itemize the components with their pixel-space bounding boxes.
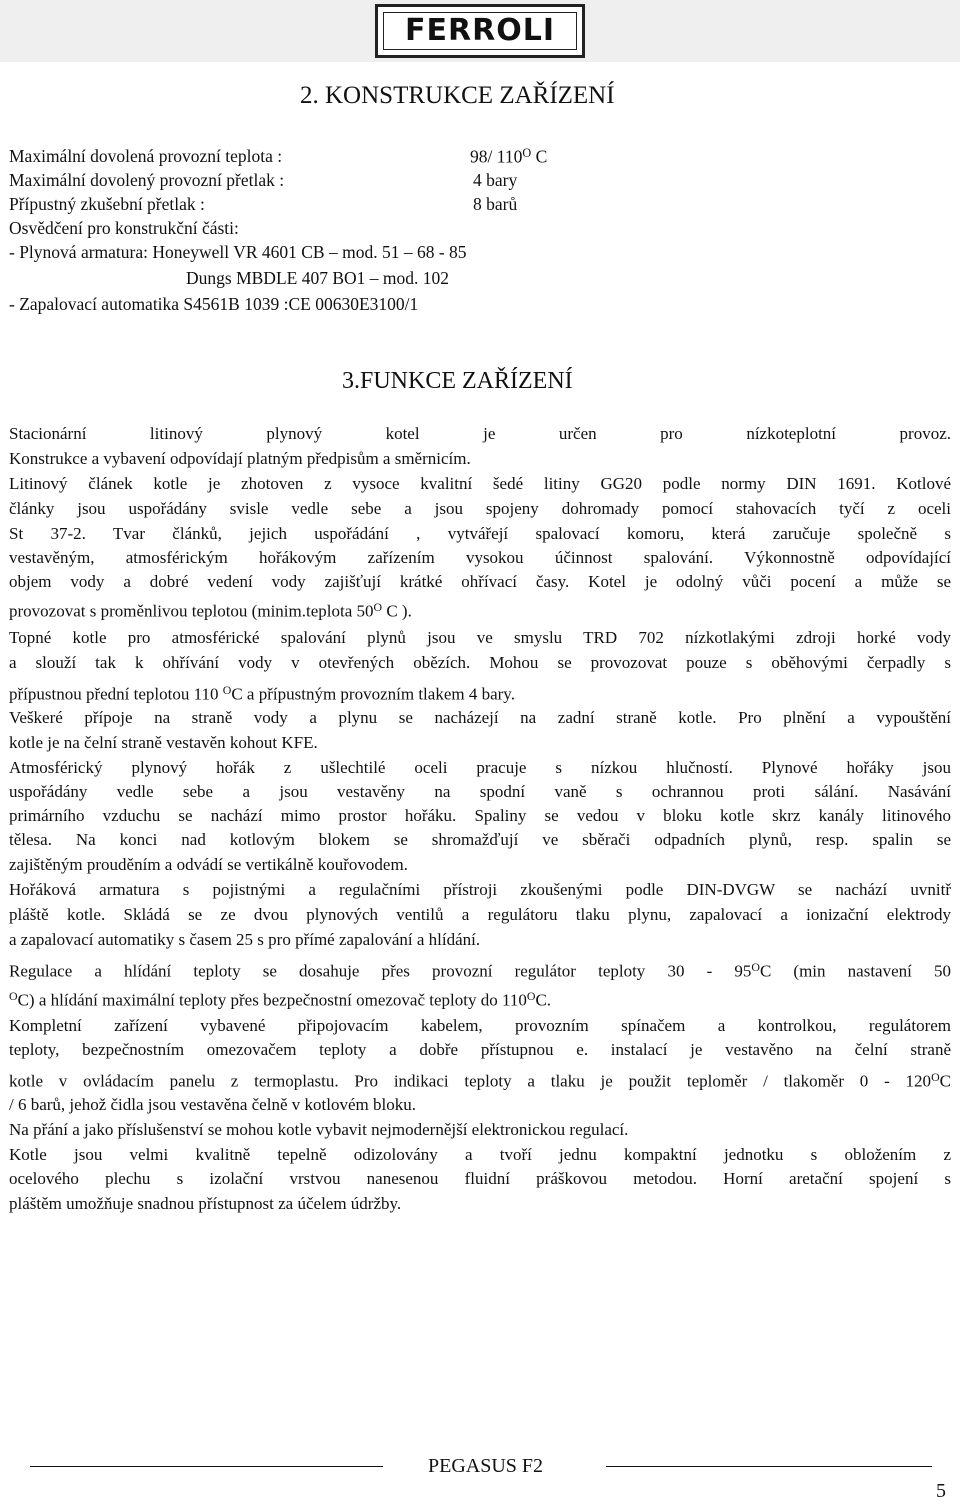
- body-line: uspořádány vedle sebe a jsou vestavěny na spodní vaně s ochrannou proti sálání. Nasávání: [9, 782, 951, 801]
- body-line: ocelového plechu s izolační vrstvou nanesenou fluidní práškovou metodou. Horní aretační spojení s: [9, 1169, 951, 1188]
- body-line: provozovat s proměnlivou teplotou (minim.teplota $50^O$ C ).: [9, 600, 412, 621]
- body-line: Hořáková armatura s pojistnými a regulačními přístroji zkoušenými podle DIN-DVGW se nachází uvnitř: [9, 880, 951, 899]
- logo-text: FERROLI: [405, 13, 555, 48]
- certification-heading: Osvědčení pro konstrukční části:: [9, 218, 239, 238]
- spec-value-max-pressure: 4 bary: [473, 170, 518, 190]
- body-line: tělesa. Na konci nad kotlovým blokem se shromažďují ve sběrači odpadních plynů, resp. spalin se: [9, 830, 951, 849]
- gas-valve-line: - Plynová armatura: Honeywell VR 4601 CB – mod. 51 – 68 - 85: [9, 242, 467, 262]
- body-line: objem vody a dobré vedení vody zajišťují krátké ohřívací časy. Kotel je odolný vůči pocení a může se: [9, 572, 951, 591]
- footer-rule-right: [606, 1466, 932, 1467]
- ferroli-logo: [375, 4, 585, 58]
- body-line: pláštěm umožňuje snadnou přístupnost za účelem údržby.: [9, 1194, 402, 1213]
- spec-label-max-pressure: Maximální dovolený provozní přetlak :: [9, 170, 285, 190]
- body-line: / 6 barů, jehož čidla jsou vestavěna čelně v kotlovém bloku.: [9, 1095, 416, 1114]
- body-line: vestavěným, atmosférickým hořákovým zařízením vysokou účinnost spalování. Výkonnostně odpovídající: [9, 548, 951, 567]
- page-number: 5: [936, 1480, 946, 1502]
- body-line: Stacionární litinový plynový kotel je určen pro nízkoteplotní provoz.: [9, 424, 951, 443]
- gas-valve-line-2: Dungs MBDLE 407 BO1 – mod. 102: [186, 268, 449, 288]
- body-line: teploty, bezpečnostním omezovačem teploty a dobře přístupnou e. instalací je vestavěno na čelní straně: [9, 1040, 951, 1059]
- body-line: Konstrukce a vybavení odpovídají platným předpisům a směrnicím.: [9, 449, 471, 468]
- body-line: $^O$C) a hlídání maximální teploty přes bezpečnostní omezovač teploty do $110^OC$.: [9, 989, 552, 1010]
- body-line: Na přání a jako příslušenství se mohou kotle vybavit nejmodernější elektronickou regulací.: [9, 1120, 629, 1139]
- body-line: a slouží tak k ohřívání vody v otevřených obězích. Mohou se provozovat pouze s oběhovými čerpadly s: [9, 653, 951, 672]
- body-line: a zapalovací automatiky s časem 25 s pro přímé zapalování a hlídání.: [9, 930, 481, 949]
- body-line: přípustnou přední teplotou 110 $^O$C a přípustným provozním tlakem 4 bary.: [9, 683, 515, 704]
- body-line: kotle v ovládacím panelu z termoplastu. Pro indikaci teploty a tlaku je použit teploměr / tlakoměr $0 - 120^OC$: [9, 1070, 951, 1091]
- body-line: Kotle jsou velmi kvalitně tepelně odizolovány a tvoří jednu kompaktní jednotku s obložením z: [9, 1145, 951, 1164]
- body-line: Topné kotle pro atmosférické spalování plynů jsou ve smyslu TRD 702 nízkotlakými zdroji horké vody: [9, 628, 951, 647]
- spec-value-test-pressure: 8 barů: [473, 194, 518, 214]
- spec-label-max-temp: Maximální dovolená provozní teplota :: [9, 146, 283, 166]
- body-line: Veškeré přípoje na straně vody a plynu se nacházejí na zadní straně kotle. Pro plnění a vypouštění: [9, 708, 951, 727]
- ignition-line: - Zapalovací automatika S4561B 1039 :CE 00630E3100/1: [9, 294, 419, 314]
- body-line: pláště kotle. Skládá se ze dvou plynových ventilů a regulátoru tlaku plynu, zapalovací a ionizační elektrody: [9, 905, 951, 924]
- body-line: primárního vzduchu se nachází mimo prostor hořáku. Spaliny se vedou v bloku kotle skrz kanály litinového: [9, 806, 951, 825]
- body-line: zajištěným prouděním a odvádí se vertikálně kouřovodem.: [9, 855, 408, 874]
- body-line: Litinový článek kotle je zhotoven z vysoce kvalitní šedé litiny GG20 podle normy DIN 1691. Kotlové: [9, 474, 951, 493]
- body-line: St 37-2. Tvar článků, jejich uspořádání , vytvářejí spalovací komoru, která zaručuje společně s: [9, 524, 951, 543]
- footer-title: PEGASUS F2: [428, 1455, 544, 1477]
- body-line: články jsou uspořádány svisle vedle sebe a jsou spojeny dohromady pomocí stahovacích tyčí z oceli: [9, 499, 951, 518]
- logo-frame: [383, 12, 577, 50]
- body-line: Regulace a hlídání teploty se dosahuje přes provozní regulátor teploty $30 - 95^OC$ (min nastavení 50: [9, 960, 951, 981]
- spec-value-max-temp: 98/ $110^O$ C: [470, 146, 548, 167]
- body-line: Kompletní zařízení vybavené připojovacím kabelem, provozním spínačem a kontrolkou, regulátorem: [9, 1016, 951, 1035]
- spec-label-test-pressure: Přípustný zkušební přetlak :: [9, 194, 205, 214]
- section-2-title: 2. KONSTRUKCE ZAŘÍZENÍ: [300, 82, 615, 109]
- footer-rule-left: [30, 1466, 383, 1467]
- body-line: Atmosférický plynový hořák z ušlechtilé oceli pracuje s nízkou hlučností. Plynové hořáky jsou: [9, 758, 951, 777]
- body-line: kotle je na čelní straně vestavěn kohout KFE.: [9, 733, 318, 752]
- section-3-title: 3.FUNKCE ZAŘÍZENÍ: [342, 368, 573, 394]
